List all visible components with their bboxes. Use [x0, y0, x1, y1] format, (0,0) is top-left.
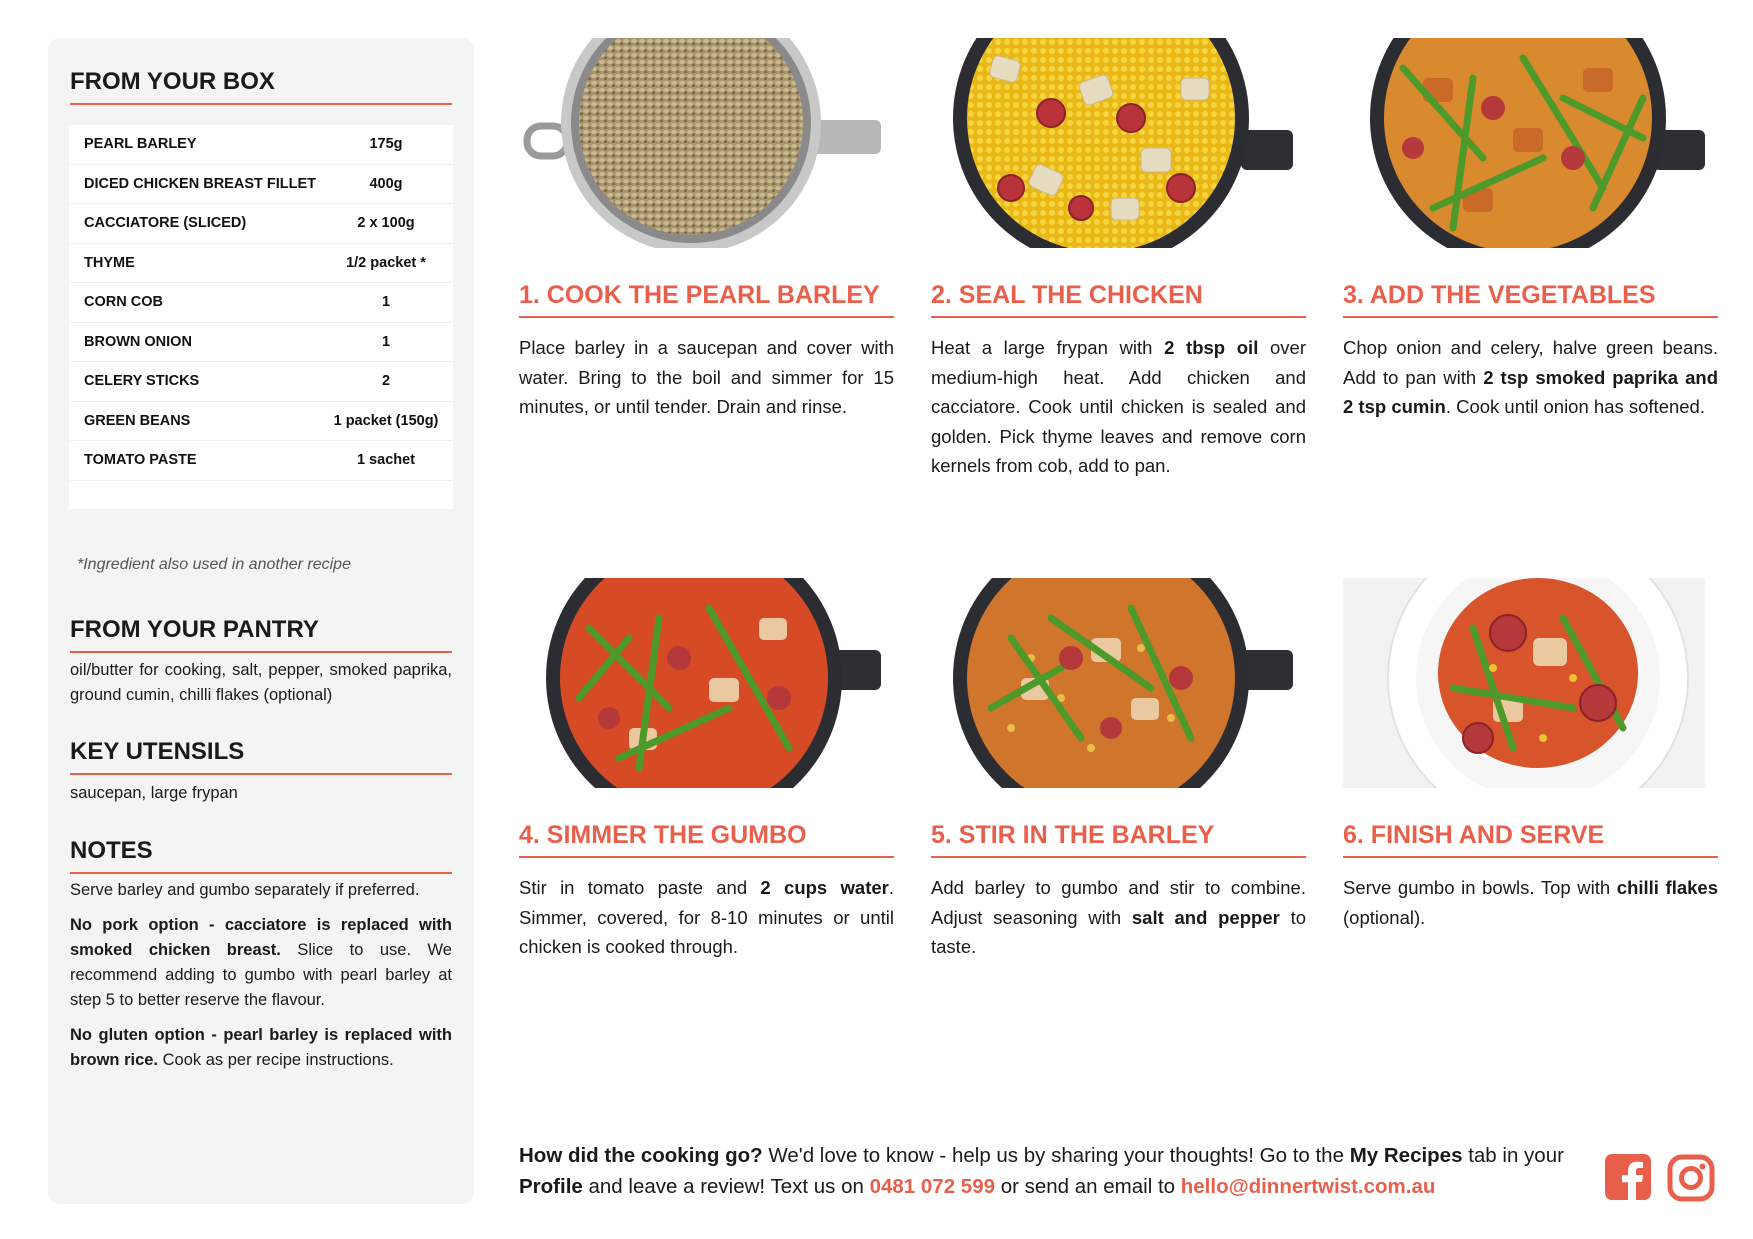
ingredients-table — [69, 125, 453, 509]
ingredient-name: THYME — [84, 254, 135, 271]
step-3 — [1343, 38, 1719, 417]
from-your-box-title: FROM YOUR BOX — [70, 68, 452, 105]
note-1: Serve barley and gumbo separately if preferred. — [70, 881, 420, 899]
from-your-pantry-title: FROM YOUR PANTRY — [70, 616, 452, 653]
step-1-photo — [519, 38, 881, 248]
ingredient-qty: 1 packet (150g) — [333, 412, 439, 429]
ingredient-row — [69, 165, 453, 205]
pantry-text: oil/butter for cooking, salt, pepper, smoked paprika, ground cumin, chilli flakes (optional) — [70, 661, 452, 704]
ingredients-sidebar — [48, 38, 474, 1204]
key-utensils-title: KEY UTENSILS — [70, 738, 452, 775]
ingredient-name: TOMATO PASTE — [84, 452, 197, 469]
ingredient-row — [69, 244, 453, 284]
step-2 — [931, 38, 1306, 476]
ingredient-row — [69, 204, 453, 244]
ingredient-row — [69, 125, 453, 165]
ingredient-row — [69, 362, 453, 402]
step-5-photo — [931, 578, 1293, 788]
ingredient-qty: 400g — [369, 175, 403, 192]
step-5-title: 5. STIR IN THE BARLEY — [931, 821, 1306, 858]
ingredient-qty: 2 — [381, 373, 391, 390]
step-3-title: 3. ADD THE VEGETABLES — [1343, 281, 1718, 318]
ingredient-qty: 175g — [369, 136, 403, 153]
step-6 — [1343, 578, 1718, 928]
ingredient-qty: 1 — [381, 333, 391, 350]
step-6-photo — [1343, 578, 1705, 788]
ingredient-qty: 1 — [381, 294, 391, 311]
step-4-photo — [519, 578, 881, 788]
ingredient-row — [69, 323, 453, 363]
ingredient-qty: 1/2 packet * — [346, 254, 426, 271]
ingredient-qty: 1 sachet — [356, 452, 416, 469]
ingredient-name: CORN COB — [84, 294, 163, 311]
step-4-text: Stir in tomato paste and 2 cups water. Simmer, covered, for 8-10 minutes or until chicken is cooked through. — [519, 877, 894, 957]
step-3-photo — [1343, 38, 1705, 248]
ingredient-row — [69, 402, 453, 442]
utensils-text: saucepan, large frypan — [70, 784, 238, 802]
step-2-title: 2. SEAL THE CHICKEN — [931, 281, 1306, 318]
phone-number-link[interactable]: 0481 072 599 — [869, 1175, 995, 1198]
ingredient-name: CACCIATORE (SLICED) — [84, 215, 247, 232]
note-2: No pork option - cacciatore is replaced with smoked chicken breast. Slice to use. We recommend adding to gumbo with pearl barley at step 5 to better reserve the flavour. — [70, 916, 452, 1009]
step-2-photo — [931, 38, 1293, 248]
step-5 — [931, 578, 1306, 957]
ingredient-name: BROWN ONION — [84, 333, 192, 350]
notes-title: NOTES — [70, 837, 452, 874]
step-1-title: 1. COOK THE PEARL BARLEY — [519, 281, 894, 318]
step-5-text: Add barley to gumbo and stir to combine. Adjust seasoning with salt and pepper to taste. — [931, 877, 1306, 957]
ingredient-footnote: *Ingredient also used in another recipe — [77, 556, 351, 573]
ingredient-name: PEARL BARLEY — [84, 136, 197, 153]
ingredient-name: DICED CHICKEN BREAST FILLET — [84, 175, 316, 192]
facebook-icon[interactable] — [1605, 1154, 1651, 1200]
note-3: No gluten option - pearl barley is replaced with brown rice. Cook as per recipe instructions. — [70, 1026, 452, 1069]
step-4-title: 4. SIMMER THE GUMBO — [519, 821, 894, 858]
ingredient-row — [69, 441, 453, 481]
notes-text — [70, 878, 452, 1083]
review-footer: How did the cooking go? We'd love to know - help us by sharing your thoughts! Go to the My Recipes tab in your Profile and leave a review! Text us on 0481 072 599 or send an email to hello@dinnertwist.com.au — [519, 1144, 1564, 1198]
step-1 — [519, 38, 894, 417]
ingredient-name: CELERY STICKS — [84, 373, 200, 390]
email-link[interactable]: hello@dinnertwist.com.au — [1180, 1175, 1436, 1198]
ingredient-row — [69, 283, 453, 323]
ingredient-qty: 2 x 100g — [357, 215, 415, 232]
ingredient-name: GREEN BEANS — [84, 412, 191, 429]
instagram-icon[interactable] — [1667, 1154, 1715, 1202]
step-4 — [519, 578, 894, 957]
step-3-text: Chop onion and celery, halve green beans. Add to pan with 2 tsp smoked paprika and 2 tsp cumin. Cook until onion has softened. — [1343, 337, 1719, 417]
step-1-text: Place barley in a saucepan and cover with water. Bring to the boil and simmer for 15 minutes, or until tender. Drain and rinse. — [519, 337, 894, 417]
step-2-text: Heat a large frypan with 2 tbsp oil over medium-high heat. Add chicken and cacciatore. Cook until chicken is sealed and golden. Pick thyme leaves and remove corn kernels from cob, add to pan. — [931, 337, 1306, 476]
step-6-text: Serve gumbo in bowls. Top with chilli flakes (optional). — [1343, 877, 1718, 928]
step-6-title: 6. FINISH AND SERVE — [1343, 821, 1718, 858]
